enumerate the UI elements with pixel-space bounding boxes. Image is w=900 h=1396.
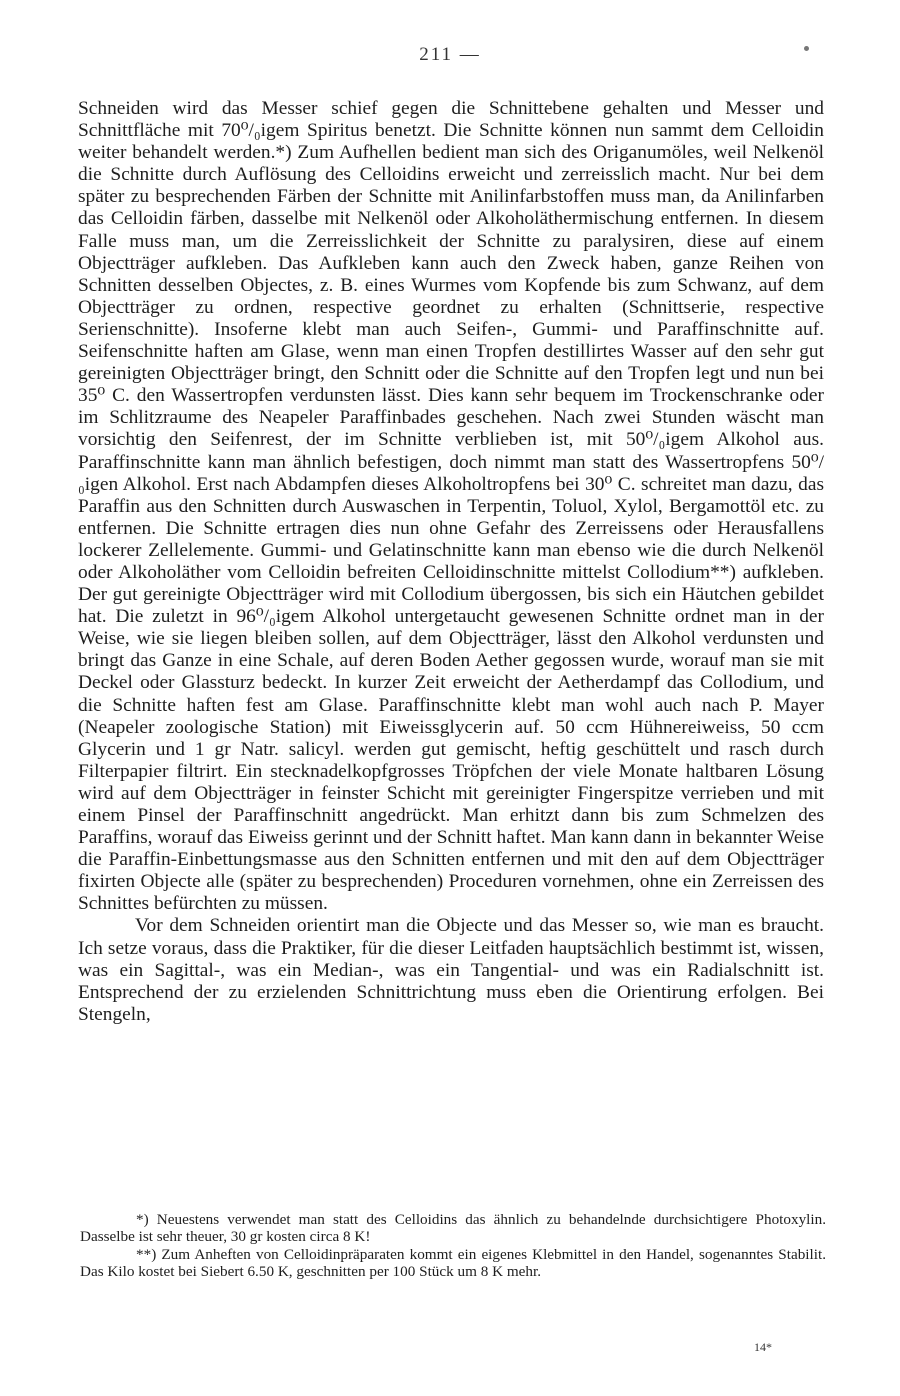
footnote: *) Neuestens verwendet man statt des Celloidins das ähnlich zu behandelnde durchsichtigere Photoxylin. Dasselbe ist sehr theuer, 30 gr kosten circa 8 K! — [80, 1211, 826, 1246]
ink-speck — [804, 46, 809, 51]
paragraph: Schneiden wird das Messer schief gegen die Schnittebene gehalten und Messer und Schnittfläche mit 70⁰/₀igem Spiritus benetzt. Die Schnitte können nun sammt dem Celloidin weiter behandelt werden.*) Zum Aufhellen bedient man sich des Origanumöles, weil Nelkenöl die Schnitte durch Auflösung des Celloidins erweicht und zerreisslich macht. Nur bei dem später zu besprechenden Färben der Schnitte mit Anilinfarbstoffen muss man, da Anilinfarben das Celloidin färben, dasselbe mit Nelkenöl oder Alkoholäthermischung entfernen. In diesem Falle muss man, um die Zerreisslichkeit der Schnitte zu paralysiren, diese auf einem Objectträger aufkleben. Das Aufkleben kann auch den Zweck haben, ganze Reihen von Schnitten desselben Objectes, z. B. eines Wurmes vom Kopfende bis zum Schwanz, auf dem Objectträger zu ordnen, respective geordnet zu erhalten (Schnittserie, respective Serienschnitte). Insoferne klebt man auch Seifen-, Gummi- und Paraffinschnitte auf. Seifenschnitte haften am Glase, wenn man einen Tropfen destillirtes Wasser auf den sehr gut gereinigten Objectträger bringt, den Schnitt oder die Schnitte auf den Tropfen legt und nun bei 35⁰ C. den Wassertropfen verdunsten lässt. Dies kann sehr bequem im Trockenschranke oder im Schlitzraume des Neapeler Paraffinbades geschehen. Nach zwei Stunden wäscht man vorsichtig den Seifenrest, der im Schnitte verblieben ist, mit 50⁰/₀igem Alkohol aus. Paraffinschnitte kann man ähnlich befestigen, doch nimmt man statt des Wassertropfens 50⁰/₀igen Alkohol. Erst nach Abdampfen dieses Alkoholtropfens bei 30⁰ C. schreitet man dazu, das Paraffin aus den Schnitten durch Auswaschen in Terpentin, Toluol, Xylol, Bergamottöl etc. zu entfernen. Die Schnitte ertragen dies nun ohne Gefahr des Zerreissens oder Herausfallens lockerer Zellelemente. Gummi- und Gelatinschnitte kann man ebenso wie die durch Nelkenöl oder Alkoholäther vom Celloidin befreiten Celloidinschnitte mittelst Collodium**) aufkleben. Der gut gereinigte Objectträger wird mit Collodium übergossen, bis sich ein Häutchen gebildet hat. Die zuletzt in 96⁰/₀igem Alkohol untergetaucht gewesenen Schnitte ordnet man in der Weise, wie sie liegen bleiben sollen, auf dem Objectträger, lässt den Alkohol verdunsten und bringt das Ganze in eine Schale, auf deren Boden Aether gegossen wurde, worauf man sie mit Deckel oder Glassturz bedeckt. In kurzer Zeit erweicht der Aetherdampf das Collodium, und die Schnitte haften fest am Glase. Paraffinschnitte klebt man wohl auch nach P. Mayer (Neapeler zoologische Station) mit Eiweissglycerin auf. 50 ccm Hühnereiweiss, 50 ccm Glycerin und 1 gr Natr. salicyl. werden gut gemischt, heftig geschüttelt und rasch durch Filterpapier filtrirt. Ein stecknadelkopfgrosses Tröpfchen der viele Monate haltbaren Lösung wird auf dem Objectträger in feinster Schicht mit gereinigter Fingerspitze verrieben und mit einem Pinsel der Paraffinschnitt angedrückt. Man erhitzt dann bis zum Schmelzen des Paraffins, worauf das Eiweiss gerinnt und der Schnitt haftet. Man kann dann in bekannter Weise die Paraffin-Einbettungsmasse aus den Schnitten entfernen und mit den auf dem Objectträger fixirten Objecte alle (später zu besprechenden) Proceduren vornehmen, ohne ein Zerreissen des Schnittes befürchten zu müssen. — [78, 98, 824, 915]
main-text — [78, 98, 824, 1026]
page-number: 211 — — [419, 44, 481, 65]
paragraph: Vor dem Schneiden orientirt man die Objecte und das Messer so, wie man es braucht. Ich setze voraus, dass die Praktiker, für die dieser Leitfaden hauptsächlich bestimmt ist, wissen, was ein Sagittal-, was ein Median-, was ein Tangential- und was ein Radialschnitt ist. Entsprechend der zu erzielenden Schnittrichtung muss eben die Orientirung erfolgen. Bei Stengeln, — [78, 915, 824, 1025]
footnotes — [80, 1211, 826, 1281]
signature-mark: 14* — [754, 1340, 772, 1354]
footnote: **) Zum Anheften von Celloidinpräparaten kommt ein eigenes Klebmittel in den Handel, sogenanntes Stabilit. Das Kilo kostet bei Siebert 6.50 K, geschnitten per 100 Stück um 8 K mehr. — [80, 1245, 826, 1281]
